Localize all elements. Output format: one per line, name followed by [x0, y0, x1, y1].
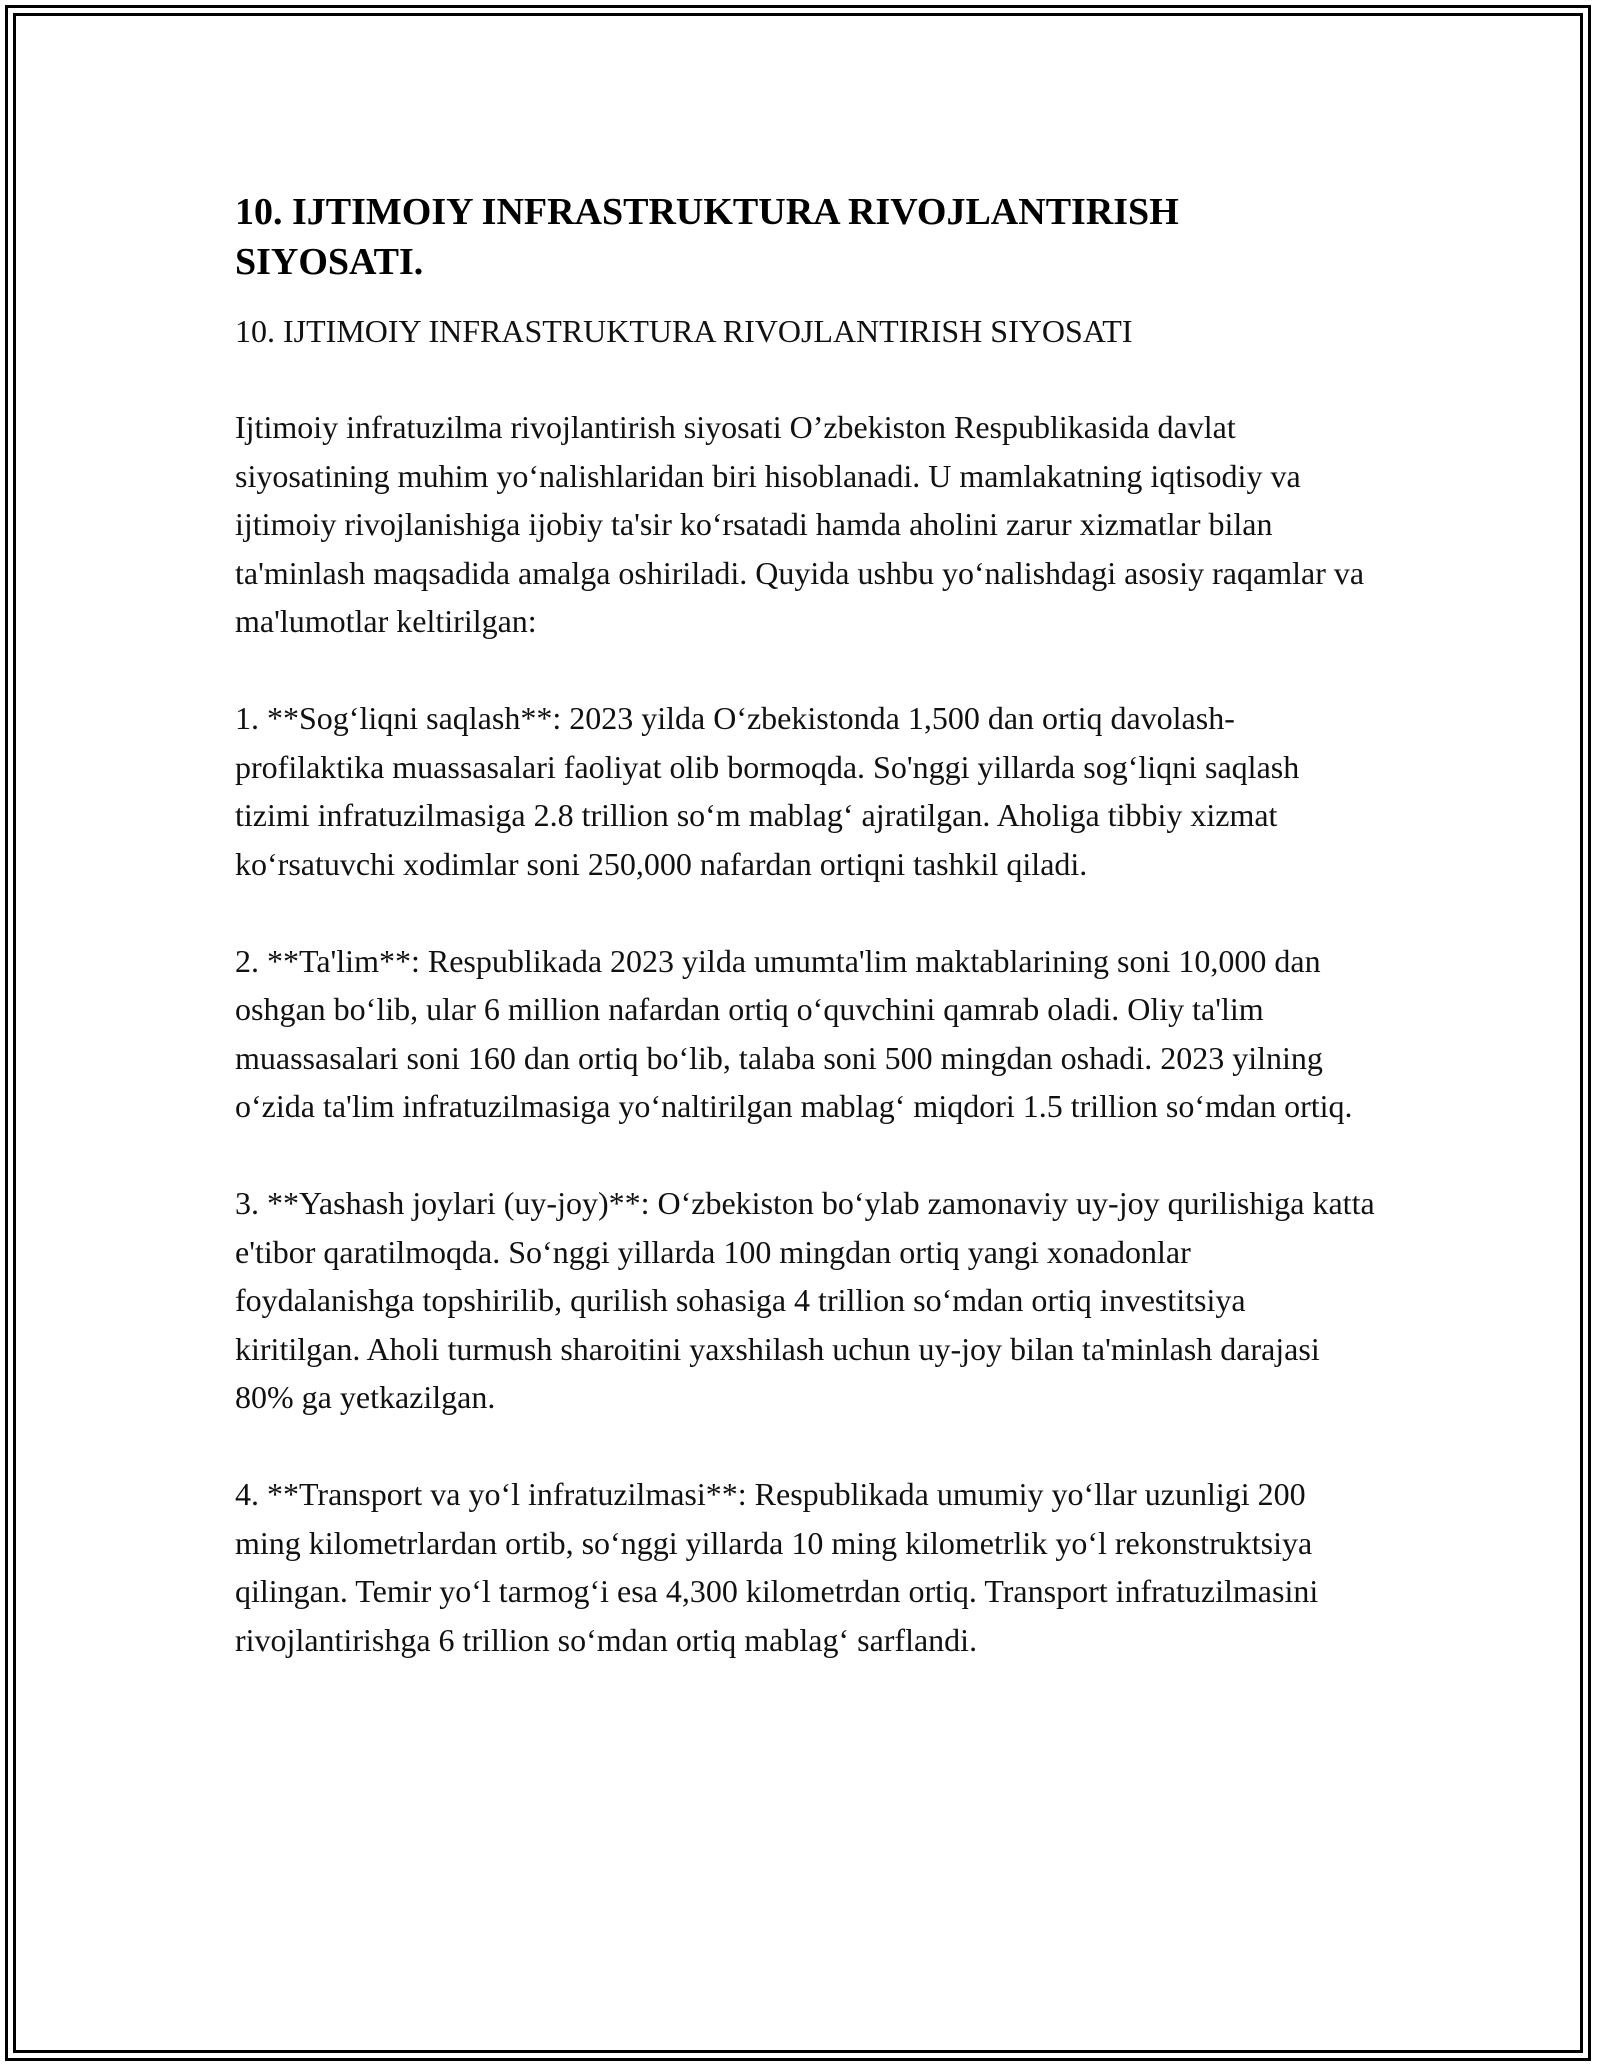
- intro-paragraph: Ijtimoiy infratuzilma rivojlantirish siyosati O’zbekiston Respublikasida davlat siyosatining muhim yo‘nalishlaridan biri hisoblanadi. U mamlakatning iqtisodiy va ijtimoiy rivojlanishiga ijobiy ta'sir ko‘rsatadi hamda aholini zarur xizmatlar bilan ta'minlash maqsadida amalga oshiriladi. Quyida ushbu yo‘nalishdagi asosiy raqamlar va ma'lumotlar keltirilgan:: [235, 409, 1365, 639]
- document-heading: 10. IJTIMOIY INFRASTRUKTURA RIVOJLANTIRISH SIYOSATI.: [235, 191, 1179, 283]
- section-healthcare: 1. **Sog‘liqni saqlash**: 2023 yilda O‘zbekistonda 1,500 dan ortiq davolash-profilaktika muassasalari faoliyat olib bormoqda. So'nggi yillarda sog‘liqni saqlash tizimi infratuzilmasiga 2.8 trillion so‘m mablag‘ ajratilgan. Aholiga tibbiy xizmat ko‘rsatuvchi xodimlar soni 250,000 nafardan ortiqni tashkil qiladi.: [235, 700, 1300, 882]
- section-education: 2. **Ta'lim**: Respublikada 2023 yilda umumta'lim maktablarining soni 10,000 dan oshgan bo‘lib, ular 6 million nafardan ortiq o‘quvchini qamrab oladi. Oliy ta'lim muassasalari soni 160 dan ortiq bo‘lib, talaba soni 500 mingdan oshadi. 2023 yilning o‘zida ta'lim infratuzilmasiga yo‘naltirilgan mablag‘ miqdori 1.5 trillion so‘mdan ortiq.: [235, 942, 1353, 1124]
- section-transport: 4. **Transport va yo‘l infratuzilmasi**: Respublikada umumiy yo‘llar uzunligi 200 ming kilometrlardan ortib, so‘nggi yillarda 10 ming kilometrlik yo‘l rekonstruktsiya qilingan. Temir yo‘l tarmog‘i esa 4,300 kilometrdan ortiq. Transport infratuzilmasini rivojlantirishga 6 trillion so‘mdan ortiq mablag‘ sarflandi.: [235, 1476, 1319, 1658]
- section-housing: 3. **Yashash joylari (uy-joy)**: O‘zbekiston bo‘ylab zamonaviy uy-joy qurilishiga katta e'tibor qaratilmoqda. So‘nggi yillarda 100 mingdan ortiq yangi xonadonlar foydalanishga topshirilib, qurilish sohasiga 4 trillion so‘mdan ortiq investitsiya kiritilgan. Aholi turmush sharoitini yaxshilash uchun uy-joy bilan ta'minlash darajasi 80% ga yetkazilgan.: [235, 1185, 1375, 1415]
- document-body: [235, 187, 1375, 1713]
- document-subtitle: 10. IJTIMOIY INFRASTRUKTURA RIVOJLANTIRISH SIYOSATI: [235, 313, 1133, 349]
